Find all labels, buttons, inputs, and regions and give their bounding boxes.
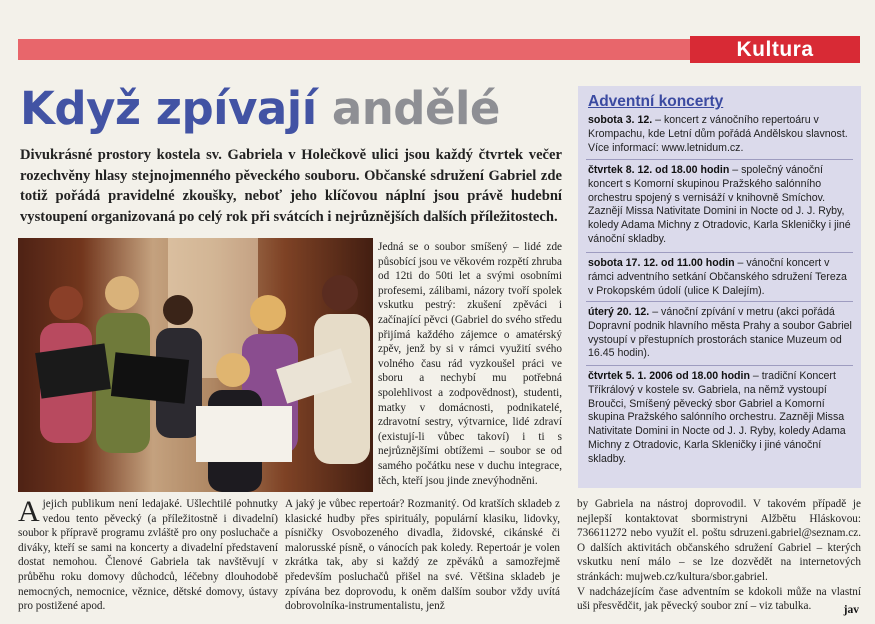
event-date: úterý 20. 12.	[588, 306, 650, 318]
headline-part2: andělé	[331, 82, 500, 135]
event-text: – tradiční Koncert Tříkrálový v kostele sv. Gabriela, na němž vystoupí Broučci, Smíšený pěvecký sbor Gabriel a Komorní skupina Pražského salónního orchestru. Zazněji Missa Nativitate Domini in Nocte od J. J. Ryby, koledy Adama Michny z Otradovic, Karla Skleničky i jiné vánoční skladby.	[588, 370, 846, 465]
events-sidebar	[578, 86, 861, 488]
event-date: čtvrtek 5. 1. 2006 od 18.00 hodin	[588, 370, 750, 382]
choir-photo	[18, 238, 373, 492]
event-text: – společný vánoční koncert s Komorní skupinou Pražského salónního orchestru spojený s vernisáží v knihovně Smíchov. Zaznějí Missa Nativitate Domini in Nocte od J. J. Ryby, koledy Adama Michny z Otradovic, Karla Skleničky i jiné vánoční skladby.	[588, 164, 851, 245]
choir-illustration	[18, 238, 373, 492]
sidebar-title: Adventní koncerty	[588, 93, 724, 110]
event-separator	[586, 301, 853, 302]
section-label: Kultura	[690, 36, 860, 63]
event-date: sobota 3. 12.	[588, 114, 653, 126]
article-column-1: Jedná se o soubor smíšený – lidé zde působící jsou ve věkovém rozpětí zhruba od 12ti do 50ti let a svými osobními profesemi, zálibami, názory tvoří spolek vskutku pestrý: zkušení zpěváci i začínající pěvci (Gabriel do svého středu přijímá každého zájemce o amatérský zpěv, jenž by si v rámci využití svého volného času rád vyzkoušel práci ve sboru a nechybí mu potřebná spolehlivost a zodpovědnost), studenti, matky v domácnosti, podnikatelé, zdravotní sestry, výtvarnice, lidé zdraví (existují-li vůbec takoví) i ti s nejrůznějšími obtížemi – soubor se od samého počátku nese v duchu integrace, těch, kteří jsou jinde znevýhodněni.	[378, 241, 562, 487]
event-date: čtvrtek 8. 12. od 18.00 hodin	[588, 164, 730, 176]
article-column-4-paragraph-2: V nadcházejícím čase adventním se kdokoli může na vlastní uši přesvědčit, jak pěvecký soubor zní – viz tabulka.	[577, 585, 861, 613]
event-separator	[586, 252, 853, 253]
event-text: – vánoční zpívání v metru (akci pořádá Dopravní podnik hlavního města Prahy a soubor Gabriel vystoupí v přestupních prostorách stanice Muzeum od 16.45 hodin).	[588, 306, 852, 360]
event-item	[588, 370, 853, 467]
author-signature: jav	[843, 604, 859, 616]
event-separator	[586, 159, 853, 160]
article-column-4-paragraph-1: by Gabriela na nástroj doprovodil. V takovém případě je nejlepší kontaktovat sbormistryni Alžbětu Hláskovou: 736611272 nebo využít el. poštu sdruzeni.gabriel@seznam.cz. O dalších aktivitách občanského sdružení Gabriel – kterých vskutku není málo – se lze dozvědět na internetových stránkách: mujweb.cz/kultura/sbor.gabriel.	[577, 498, 861, 583]
event-item	[588, 114, 853, 155]
article-column-3: A jaký je vůbec repertoár? Rozmanitý. Od kratších skladeb z klasické hudby přes spirituály, populární klasiku, lidovky, písničky Osvobozeného divadla, židovské, cikánské či malorusské písně, o vánocích pak koledy. Repertoár je volen zkrátka tak, aby si každý ze zpěváků a samozřejmě především posluchačů přišel na své. Většina skladeb je zpívána bez doprovodu, k oněm dalším soubor vždy uvítá dobrovolníka-instrumentalistu, jenž	[285, 498, 560, 613]
event-separator	[586, 365, 853, 366]
article-column-2-text: jejich publikum není ledajaké. Ušlechtilé pohnutky vedou tento pěvecký (a příležitostně i divadelní) soubor k přípravě programu zvláště pro ony posluchače a diváky, kteří se sami na koncerty a divadelní představení dostat nemohou. Členové Gabriela tak navštěvují v průběhu roku domovy důchodců, léčebny dlouhodobě nemocných, nemocnice, věznice, dětské domovy, ústavy pro postižené apod.	[18, 498, 278, 613]
event-text: – vánoční koncert v rámci adventního setkání Občanského sdružení Tereza v Prokopském údolí (ulice K Dalejím).	[588, 257, 847, 297]
event-item	[588, 164, 853, 247]
lead-paragraph: Divukrásné prostory kostela sv. Gabriela v Holečkově ulici jsou každý čtvrtek večer rozechvěny hlasy stejnojmenného pěveckého souboru. Občanské sdružení Gabriel zde totiž pořádá pravidelné zkoušky, neboť jeho klíčovou náplní jsou právě hudební vystoupení organizovaná po celý rok při svátcích i nejrůznějších dalších příležitostech.	[20, 147, 562, 225]
event-item	[588, 306, 853, 361]
event-item	[588, 257, 853, 298]
article-column-4	[577, 497, 861, 614]
section-bar	[18, 39, 690, 60]
drop-cap: A	[18, 495, 40, 528]
event-date: sobota 17. 12. od 11.00 hodin	[588, 257, 735, 269]
headline	[20, 82, 500, 136]
headline-part1: Když zpívají	[20, 82, 317, 135]
article-column-2	[18, 497, 278, 614]
event-text: – koncert z vánočního repertoáru v Krompachu, kde Letní dům pořádá Andělskou slavnost. Více informací: www.letnidum.cz.	[588, 114, 848, 154]
